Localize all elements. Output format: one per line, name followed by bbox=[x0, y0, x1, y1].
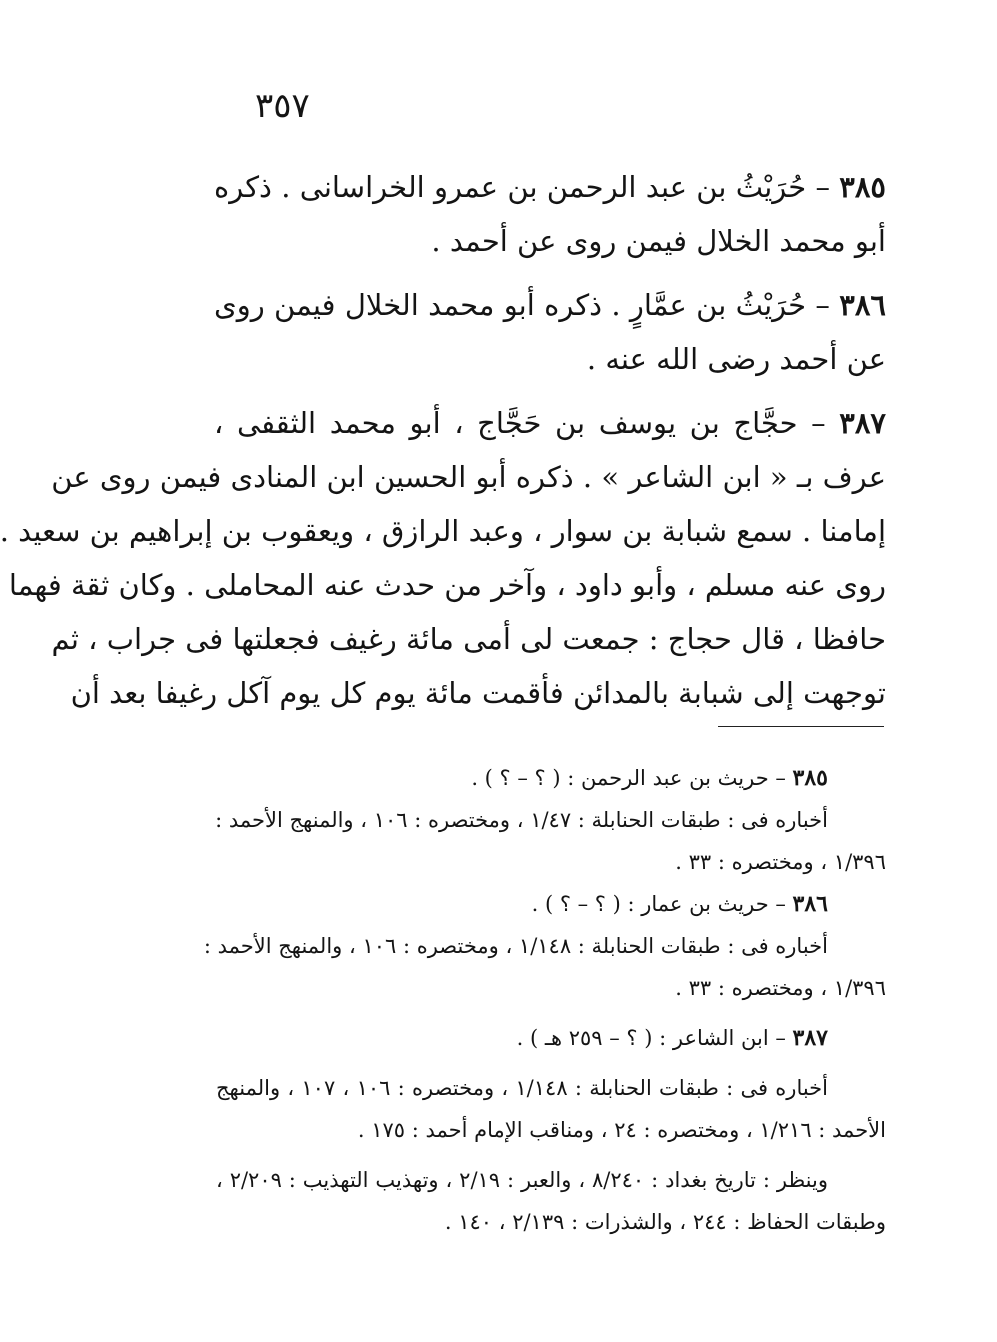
entry-number: ٣٨٥ bbox=[839, 170, 886, 204]
entry-line: توجهت إلى شبابة بالمدائن فأقمت مائة يوم كل يوم آكل رغيفا بعد أن bbox=[70, 676, 886, 710]
entry-line: أبو محمد الخلال فيمن روى عن أحمد . bbox=[431, 224, 886, 258]
entry-386 bbox=[214, 278, 886, 386]
footnote-number: ٣٨٦ bbox=[792, 891, 828, 917]
entry-text: – حُرَيْثُ بن عمَّارٍ . ذكره أبو محمد الخلال فيمن روى bbox=[214, 288, 830, 322]
entry-number: ٣٨٧ bbox=[839, 406, 886, 440]
entry-line: عن أحمد رضى الله عنه . bbox=[586, 342, 886, 376]
footnote-spacer bbox=[216, 1059, 886, 1067]
see-also-line: وينظر : تاريخ بغداد : ٨/٢٤٠ ، والعبر : ٢/١٩ ، وتهذيب التهذيب : ٢/٢٠٩ ، bbox=[216, 1168, 829, 1192]
footnote-title: – حريث بن عبد الرحمن : ( ؟ – ؟ ) . bbox=[471, 766, 786, 790]
entry-387 bbox=[0, 396, 886, 720]
entry-line bbox=[214, 160, 886, 214]
entry-text: – حُرَيْثُ بن عبد الرحمن بن عمرو الخراسانى . ذكره bbox=[214, 170, 830, 204]
footnote-title: – ابن الشاعر : ( ؟ – ٢٥٩ هـ ) . bbox=[516, 1026, 786, 1050]
footnote-divider bbox=[718, 726, 884, 727]
entry-line: روى عنه مسلم ، وأبو داود ، وآخر من حدث عنه المحاملى . وكان ثقة فهما bbox=[8, 568, 886, 602]
footnote-line: ١/٣٩٦ ، ومختصره : ٣٣ . bbox=[675, 850, 886, 874]
entry-line bbox=[214, 396, 886, 450]
see-also-line: وطبقات الحفاظ : ٢٤٤ ، والشذرات : ٢/١٣٩ ، ١٤٠ . bbox=[444, 1210, 886, 1234]
main-text bbox=[0, 160, 886, 730]
entry-line: حافظا ، قال حجاج : جمعت لى أمى مائة رغيف فجعلتها فى جراب ، ثم bbox=[51, 622, 886, 656]
entry-line bbox=[214, 278, 886, 332]
footnote-number: ٣٨٧ bbox=[792, 1025, 828, 1051]
entry-line: إمامنا . سمع شبابة بن سوار ، وعبد الرازق ، ويعقوب بن إبراهيم بن سعيد . bbox=[0, 514, 886, 548]
entry-385 bbox=[214, 160, 886, 268]
footnote-spacer bbox=[216, 1009, 886, 1017]
footnote-spacer bbox=[216, 1151, 886, 1159]
entry-number: ٣٨٦ bbox=[839, 288, 886, 322]
entry-text: – حجَّاج بن يوسف بن حَجَّاج ، أبو محمد الثقفى ، bbox=[214, 406, 826, 440]
footnote-line: الأحمد : ١/٢١٦ ، ومختصره : ٢٤ ، ومناقب الإمام أحمد : ١٧٥ . bbox=[357, 1118, 886, 1142]
footnote-number: ٣٨٥ bbox=[792, 765, 828, 791]
footnote-line: ١/٣٩٦ ، ومختصره : ٣٣ . bbox=[675, 976, 886, 1000]
entry-line: عرف بـ « ابن الشاعر » . ذكره أبو الحسين ابن المنادى فيمن روى عن bbox=[51, 460, 886, 494]
footnotes bbox=[203, 757, 886, 1243]
footnote-line: أخباره فى : طبقات الحنابلة : ١/١٤٨ ، ومختصره : ١٠٦ ، ١٠٧ ، والمنهج bbox=[216, 1076, 828, 1100]
page-number: ٣٥٧ bbox=[255, 86, 310, 126]
footnote-heading bbox=[216, 883, 886, 925]
footnote-line: أخباره فى : طبقات الحنابلة : ١/١٤٨ ، ومختصره : ١٠٦ ، والمنهج الأحمد : bbox=[203, 934, 828, 958]
footnote-heading bbox=[216, 1017, 886, 1059]
footnote-heading bbox=[216, 757, 886, 799]
footnote-line: أخباره فى : طبقات الحنابلة : ١/٤٧ ، ومختصره : ١٠٦ ، والمنهج الأحمد : bbox=[215, 808, 828, 832]
footnote-title: – حريث بن عمار : ( ؟ – ؟ ) . bbox=[531, 892, 786, 916]
